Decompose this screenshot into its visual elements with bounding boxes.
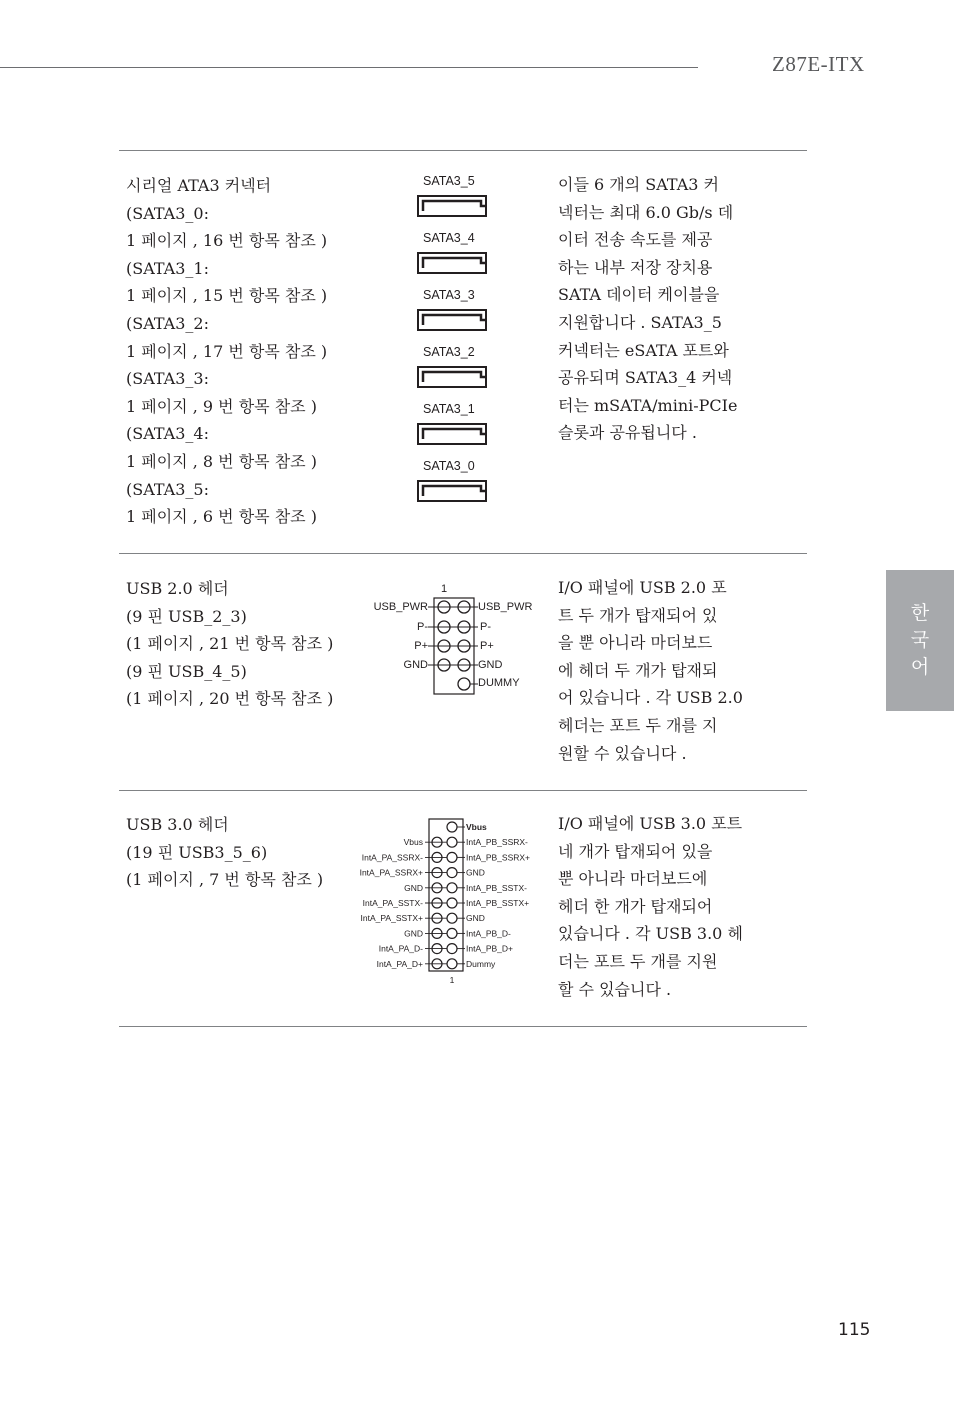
- sata-connector-icon: [417, 480, 487, 502]
- usb2-explanation-line: 헤더는 포트 두 개를 지: [558, 715, 718, 735]
- sata-explanation-line: 넥터는 최대 6.0 Gb/s 데: [558, 202, 734, 222]
- sata-connector-icon: [417, 423, 487, 445]
- usb3-left-pin-label: IntA_PA_SSRX+: [359, 867, 423, 878]
- sata-connector-label: SATA3_4: [423, 231, 475, 245]
- usb3-explanation: [558, 811, 758, 1004]
- sata-connector-icon: [417, 309, 487, 331]
- usb3-right-pin-label: IntA_PB_SSTX-: [466, 882, 527, 893]
- page-number: 115: [838, 1320, 871, 1340]
- usb3-left-pin-label: IntA_PA_SSTX+: [360, 913, 423, 924]
- sata-connector-icon: [417, 366, 487, 388]
- sata-connector-label: SATA3_5: [423, 174, 475, 188]
- usb3-right-pin-label: Dummy: [466, 958, 496, 969]
- usb2-right-pin-label: GND: [478, 659, 503, 671]
- usb3-right-pin-label: Vbus: [466, 822, 487, 832]
- usb3-pin: [447, 913, 457, 923]
- sata-line: 1 페이지 , 8 번 항목 참조 ): [126, 451, 317, 471]
- usb2-right-pin-label: USB_PWR: [478, 601, 533, 613]
- sata-connector-label: SATA3_0: [423, 459, 475, 473]
- sata-explanation-line: 이터 전송 속도를 제공: [558, 230, 713, 250]
- usb2-left-pin-label: P+: [414, 640, 428, 652]
- usb3-explanation-line: 할 수 있습니다 .: [558, 979, 672, 999]
- usb3-explanation-line: 뿐 아니라 마더보드에: [558, 869, 708, 889]
- usb2-explanation: [558, 575, 758, 768]
- usb3-pin1-label: 1: [449, 975, 455, 985]
- usb2-explanation-line: 에 헤더 두 개가 탑재되: [558, 660, 718, 680]
- sata-connector-label: SATA3_2: [423, 345, 475, 359]
- usb2-line: (1 페이지 , 21 번 항목 참조 ): [126, 634, 334, 654]
- usb2-line: (9 핀 USB_2_3): [126, 606, 247, 626]
- usb2-pin: [458, 678, 470, 690]
- usb2-left-pin-label: USB_PWR: [373, 601, 428, 613]
- model-name: Z87E-ITX: [772, 52, 865, 76]
- usb3-right-pin-label: GND: [466, 867, 485, 878]
- usb3-left-pin-label: GND: [404, 928, 423, 939]
- usb3-line: (1 페이지 , 7 번 항목 참조 ): [126, 870, 324, 890]
- sata-explanation-line: 지원합니다 . SATA3_5: [558, 312, 722, 332]
- usb2-right-pin-label: P-: [480, 621, 491, 633]
- usb2-explanation-line: 을 뿐 아니라 마더보드: [558, 633, 713, 653]
- sata-line: (SATA3_0:: [126, 203, 209, 223]
- usb2-left-pin-label: P-: [417, 621, 428, 633]
- usb3-pin: [447, 822, 457, 832]
- usb2-explanation-line: 어 있습니다 . 각 USB 2.0: [558, 688, 743, 708]
- section-divider: [119, 1026, 807, 1027]
- sata-line: (SATA3_1:: [126, 258, 209, 278]
- sata-line: (SATA3_2:: [126, 313, 209, 333]
- sata-line: 1 페이지 , 6 번 항목 참조 ): [126, 507, 317, 527]
- usb2-explanation-line: 원할 수 있습니다 .: [558, 743, 687, 763]
- usb3-description: [126, 811, 323, 894]
- language-tab-char: 한: [910, 602, 930, 624]
- sata-line: 1 페이지 , 9 번 항목 참조 ): [126, 396, 317, 416]
- sata-line: 시리얼 ATA3 커넥터: [126, 176, 272, 195]
- usb2-line: (9 핀 USB_4_5): [126, 661, 247, 681]
- usb3-pin: [447, 837, 457, 847]
- usb3-right-pin-label: IntA_PB_D-: [466, 928, 511, 939]
- usb3-left-pin-label: IntA_PA_SSTX-: [362, 898, 423, 908]
- usb3-left-pin-label: IntA_PA_SSRX-: [361, 852, 423, 863]
- usb3-explanation-line: I/O 패널에 USB 3.0 포트: [558, 814, 743, 833]
- usb3-left-pin-label: IntA_PA_D+: [376, 958, 423, 969]
- usb2-explanation-line: 트 두 개가 탑재되어 있: [558, 605, 718, 625]
- usb3-line: (19 핀 USB3_5_6): [126, 842, 268, 862]
- language-tab-char: 어: [910, 656, 930, 678]
- usb3-pin: [447, 959, 457, 969]
- usb3-line: USB 3.0 헤더: [126, 815, 229, 834]
- sata-line: (SATA3_3:: [126, 369, 209, 389]
- usb2-explanation-line: I/O 패널에 USB 2.0 포: [558, 578, 727, 597]
- usb3-explanation-line: 있습니다 . 각 USB 3.0 헤: [558, 924, 743, 944]
- usb3-pin: [447, 898, 457, 908]
- usb2-right-pin-label: DUMMY: [478, 677, 520, 689]
- sata-explanation-line: 이들 6 개의 SATA3 커: [558, 175, 719, 194]
- usb3-pin: [447, 852, 457, 862]
- sata-line: 1 페이지 , 17 번 항목 참조 ): [126, 341, 328, 361]
- sata-explanation-line: 슬롯과 공유됩니다 .: [558, 423, 697, 443]
- sata-connector-label: SATA3_3: [423, 288, 475, 302]
- usb2-right-pin-label: P+: [480, 640, 494, 652]
- usb3-left-pin-label: GND: [404, 882, 423, 893]
- sata-explanation-line: SATA 데이터 케이블을: [558, 285, 720, 305]
- usb3-explanation-line: 헤더 한 개가 탑재되어: [558, 896, 713, 916]
- sata-line: 1 페이지 , 16 번 항목 참조 ): [126, 231, 328, 251]
- sata-connector-icon: [417, 252, 487, 274]
- usb3-right-pin-label: IntA_PB_D+: [466, 943, 514, 954]
- usb2-left-pin-label: GND: [403, 659, 428, 671]
- sata-explanation: [558, 172, 758, 448]
- sata-connector-label: SATA3_1: [423, 402, 475, 416]
- sata-line: (SATA3_5:: [126, 479, 209, 499]
- usb3-right-pin-label: IntA_PB_SSRX-: [466, 837, 528, 848]
- section-divider: [119, 150, 807, 151]
- usb3-pin: [447, 883, 457, 893]
- usb3-right-pin-label: IntA_PB_SSTX+: [466, 898, 530, 908]
- language-tab-char: 국: [910, 629, 930, 651]
- sata-description: [126, 172, 327, 531]
- usb2-pin1-label: 1: [440, 583, 448, 595]
- usb3-pin: [447, 868, 457, 878]
- usb2-header-diagram: [360, 580, 540, 700]
- usb2-line: USB 2.0 헤더: [126, 579, 229, 598]
- usb3-pin: [447, 928, 457, 938]
- usb3-pin: [447, 944, 457, 954]
- sata-explanation-line: 터는 mSATA/mini-PCIe: [558, 395, 738, 415]
- usb3-right-pin-label: GND: [466, 913, 485, 924]
- usb3-header-diagram: [345, 815, 545, 990]
- sata-explanation-line: 커넥터는 eSATA 포트와: [558, 340, 729, 360]
- usb2-description: [126, 575, 333, 713]
- usb3-left-pin-label: Vbus: [403, 837, 423, 848]
- header-rule: [0, 67, 698, 68]
- language-tab: [886, 570, 954, 711]
- section-divider: [119, 790, 807, 791]
- usb3-right-pin-label: IntA_PB_SSRX+: [466, 852, 531, 863]
- usb3-left-pin-label: IntA_PA_D-: [378, 943, 423, 954]
- sata-line: (SATA3_4:: [126, 424, 209, 444]
- sata-explanation-line: 공유되며 SATA3_4 커넥: [558, 368, 733, 388]
- usb3-explanation-line: 네 개가 탑재되어 있을: [558, 841, 713, 861]
- section-divider: [119, 553, 807, 554]
- usb2-line: (1 페이지 , 20 번 항목 참조 ): [126, 689, 334, 709]
- sata-line: 1 페이지 , 15 번 항목 참조 ): [126, 286, 328, 306]
- sata-explanation-line: 하는 내부 저장 장치용: [558, 257, 713, 277]
- usb3-explanation-line: 더는 포트 두 개를 지원: [558, 951, 718, 971]
- sata-connector-icon: [417, 195, 487, 217]
